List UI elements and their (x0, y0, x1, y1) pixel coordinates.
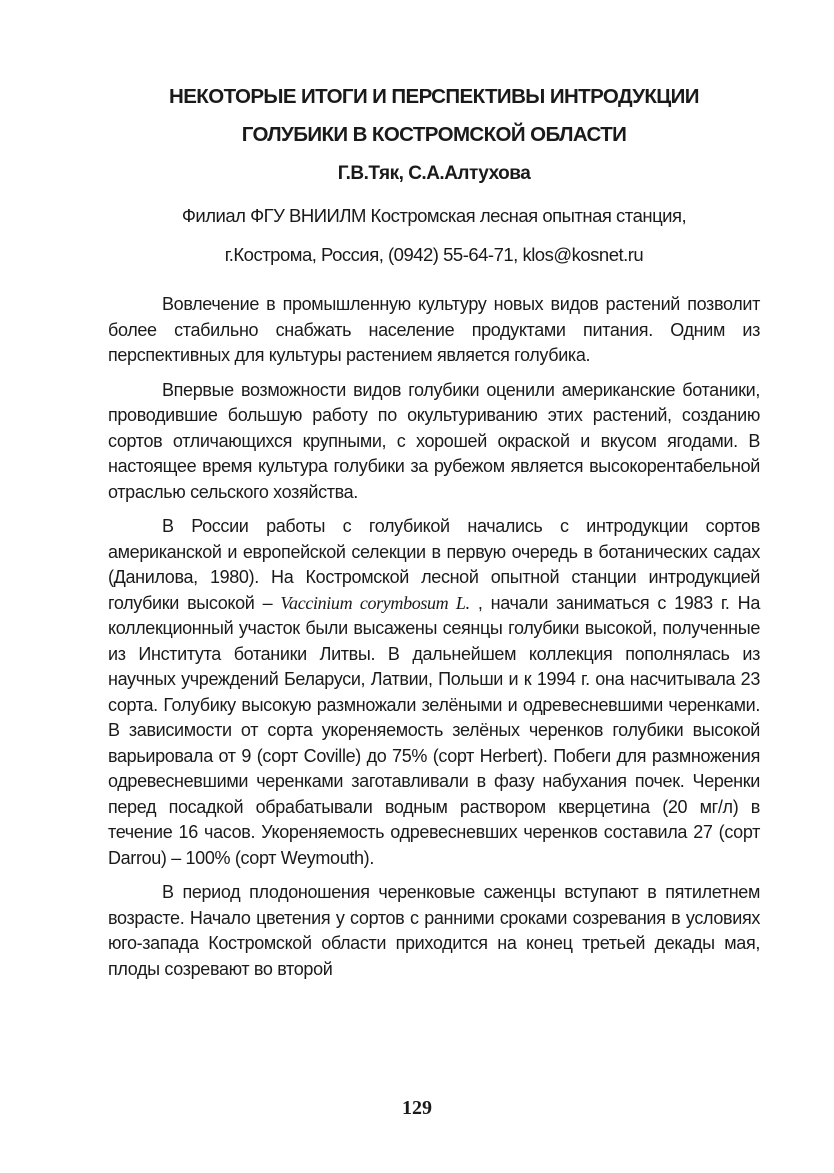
affiliation-line-2: г.Кострома, Россия, (0942) 55-64-71, klos@kosnet.ru (224, 244, 644, 265)
authors: Г.В.Тяк, С.А.Алтухова (337, 163, 531, 184)
paragraph-2: Впервые возможности видов голубики оценили американские ботаники, проводившие большую работу по окультуриванию этих растений, созданию сортов отличающихся крупными, с хорошей окраской и вкусом ягодами. В настоящее время культура голубики за рубежом является высокорентабельной отраслью сельского хозяйства. (108, 379, 760, 502)
affiliation-line-1: Филиал ФГУ ВНИИЛМ Костромская лесная опытная станция, (181, 205, 687, 226)
paragraph-4: В период плодоношения черенковые саженцы вступают в пятилетнем возрасте. Начало цветения у сортов с ранними сроками созревания в условиях юго-запада Костромской области приходится на конец третьей декады мая, плоды созревают во второй (108, 882, 760, 979)
paragraph-3 (108, 514, 760, 871)
article-title-line-1: НЕКОТОРЫЕ ИТОГИ И ПЕРСПЕКТИВЫ ИНТРОДУКЦИИ (169, 85, 699, 108)
paragraph-3-text-end: , начали заниматься с 1983 г. На коллекционный участок были высажены сеянцы голубики высокой, полученные из Института ботаники Литвы. В дальнейшем коллекция пополнялась из научных учреждений Беларуси, Латвии, Польши и к 1994 г. она насчитывала 23 сорта. Голубику высокую размножали зелёными и одревесневшими черенками. В зависимости от сорта укореняемость зелёных черенков голубики высокой варьировала от 9 (сорт Coville) до 75% (сорт Herbert). Побеги для размножения одревесневшими черенками заготавливали в фазу набухания почек. Черенки перед посадкой обрабатывали водным раствором кверцетина (20 мг/л) в течение 16 часов. Укореняемость одревесневших черенков составила 27 (сорт Darrou) – 100% (сорт Weymouth). (108, 592, 760, 868)
article (108, 78, 760, 991)
article-body (108, 292, 760, 982)
paragraph-1: Вовлечение в промышленную культуру новых видов растений позволит более стабильно снабжать население продуктами питания. Одним из перспективных для культуры растением является голубика. (108, 294, 760, 365)
article-title-line-2: ГОЛУБИКИ В КОСТРОМСКОЙ ОБЛАСТИ (241, 123, 627, 146)
page-number: 129 (402, 1097, 432, 1119)
paragraph-3-text-start: В России работы с голубикой начались с интродукции сортов американской и европейской селекции в первую очередь в ботанических садах (Данилова, 1980). На Костромской лесной опытной станции интродукцией голубики высокой – (108, 516, 760, 613)
latin-species-name: Vaccinium corymbosum L. (280, 592, 470, 613)
